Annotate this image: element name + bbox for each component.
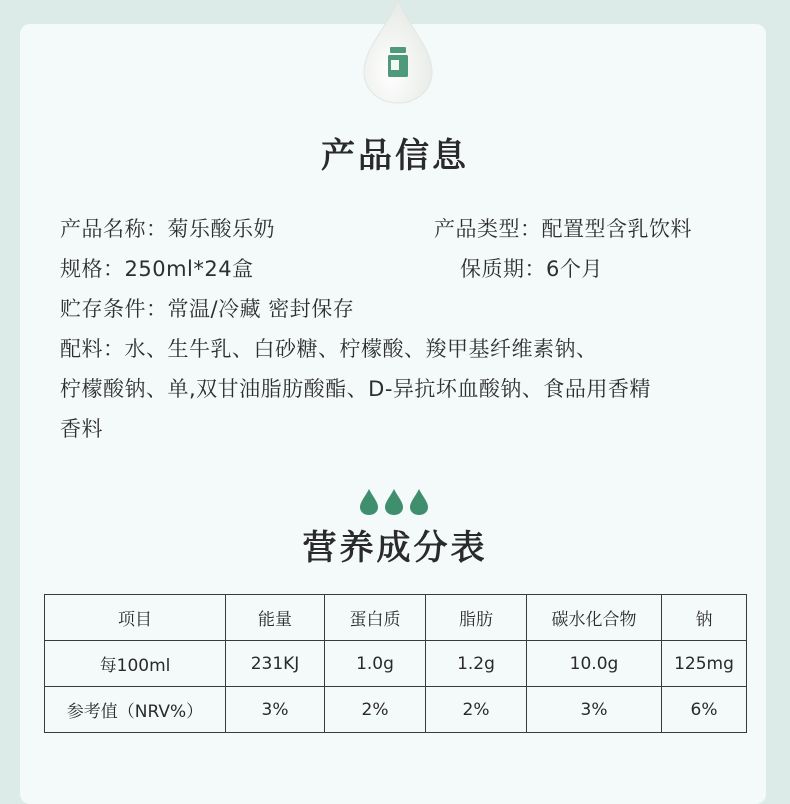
cell-protein: 2% bbox=[325, 687, 426, 733]
header-energy: 能量 bbox=[226, 595, 325, 641]
table-header-row bbox=[45, 595, 747, 641]
storage: 贮存条件：常温/冷藏 密封保存 bbox=[60, 297, 355, 321]
cell-sodium: 125mg bbox=[662, 641, 747, 687]
cell-fat: 1.2g bbox=[426, 641, 527, 687]
cell-energy: 231KJ bbox=[226, 641, 325, 687]
cell-carbs: 10.0g bbox=[527, 641, 662, 687]
header-fat: 脂肪 bbox=[426, 595, 527, 641]
page-title: 产品信息 bbox=[321, 136, 469, 176]
row-label: 参考值（NRV%） bbox=[45, 687, 226, 733]
header-carbs: 碳水化合物 bbox=[527, 595, 662, 641]
spec: 规格：250ml*24盒 bbox=[60, 257, 254, 281]
nutrition-title: 营养成分表 bbox=[302, 528, 488, 568]
cell-protein: 1.0g bbox=[325, 641, 426, 687]
cell-energy: 3% bbox=[226, 687, 325, 733]
cell-fat: 2% bbox=[426, 687, 527, 733]
product-name: 产品名称：菊乐酸乐奶 bbox=[60, 217, 275, 241]
ingredients-line-2: 柠檬酸钠、单,双甘油脂肪酸酯、D-异抗坏血酸钠、食品用香精 bbox=[60, 377, 651, 401]
water-drops-icon bbox=[358, 488, 430, 516]
cell-sodium: 6% bbox=[662, 687, 747, 733]
table-row bbox=[45, 687, 747, 733]
header-item: 项目 bbox=[45, 595, 226, 641]
header-sodium: 钠 bbox=[662, 595, 747, 641]
header-protein: 蛋白质 bbox=[325, 595, 426, 641]
table-row bbox=[45, 641, 747, 687]
nutrition-table bbox=[44, 594, 747, 733]
cell-carbs: 3% bbox=[527, 687, 662, 733]
shelf-life: 保质期：6个月 bbox=[460, 257, 603, 281]
product-type: 产品类型：配置型含乳饮料 bbox=[434, 217, 692, 241]
ingredients-line-3: 香料 bbox=[60, 417, 103, 441]
milk-carton-icon bbox=[362, 0, 434, 104]
row-label: 每100ml bbox=[45, 641, 226, 687]
ingredients-line-1: 配料：水、生牛乳、白砂糖、柠檬酸、羧甲基纤维素钠、 bbox=[60, 337, 598, 361]
